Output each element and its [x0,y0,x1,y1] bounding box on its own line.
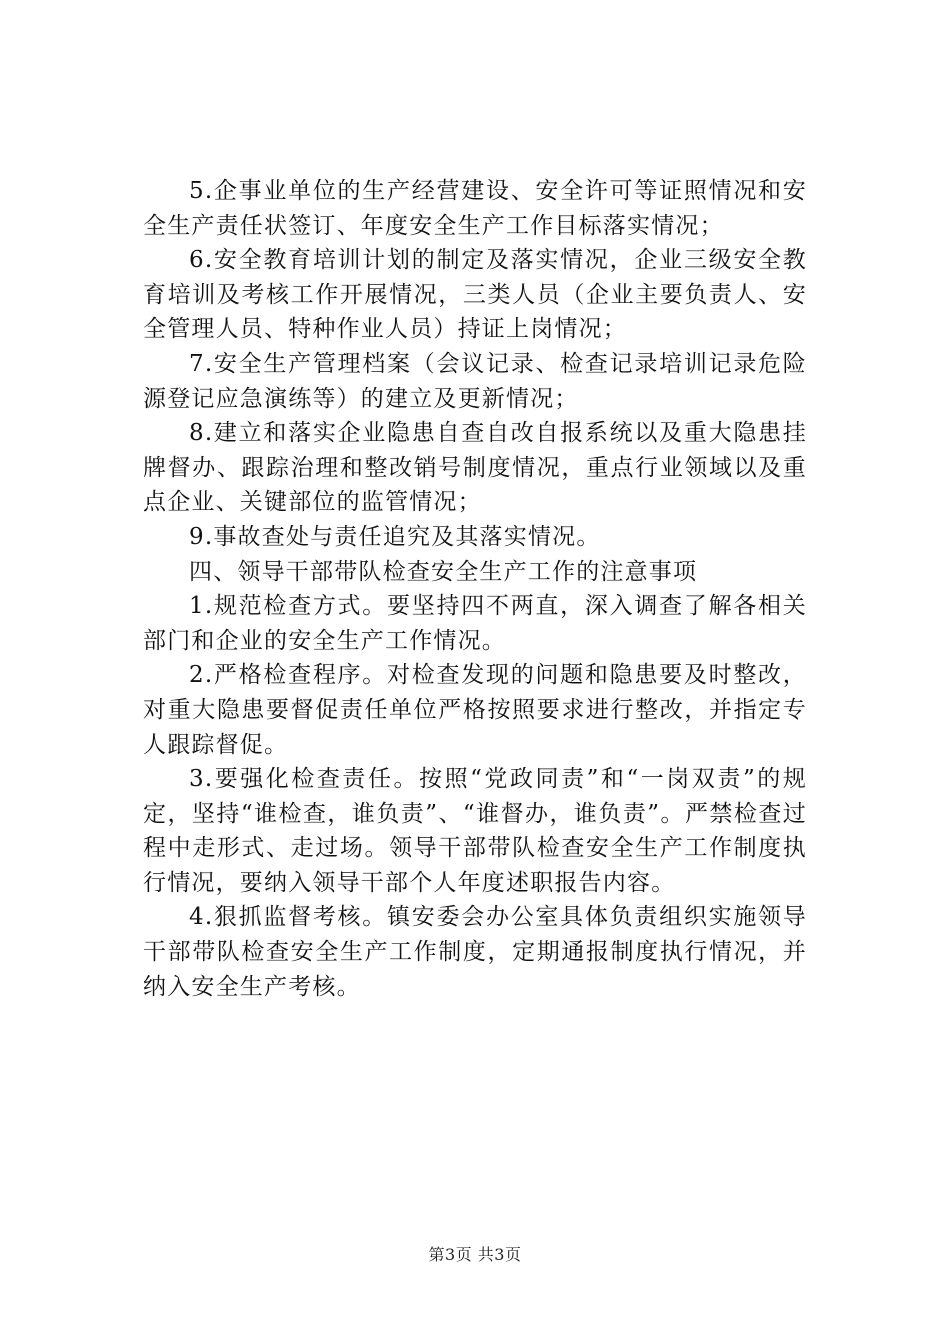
paragraph-item-6: 6.安全教育培训计划的制定及落实情况，企业三级安全教育培训及考核工作开展情况，三类人员（企业主要负责人、安全管理人员、特种作业人员）持证上岗情况； [143,247,807,343]
page-number-footer: 第3页 共3页 [428,1245,522,1264]
document-body [143,174,807,1004]
paragraph-note-3: 3.要强化检查责任。按照“党政同责”和“一岗双责”的规定，坚持“谁检查，谁负责”、“谁督办，谁负责”。严禁检查过程中走形式、走过场。领导干部带队检查安全生产工作制度执行情况，要纳入领导干部个人年度述职报告内容。 [143,766,807,896]
paragraph-item-7: 7.安全生产管理档案（会议记录、检查记录培训记录危险源登记应急演练等）的建立及更新情况； [143,350,807,412]
paragraph-item-9: 9.事故查处与责任追究及其落实情况。 [189,523,601,550]
paragraph-item-8: 8.建立和落实企业隐患自查自改自报系统以及重大隐患挂牌督办、跟踪治理和整改销号制度情况，重点行业领域以及重点企业、关键部位的监管情况； [143,420,807,516]
paragraph-note-1: 1.规范检查方式。要坚持四不两直，深入调查了解各相关部门和企业的安全生产工作情况。 [143,593,807,654]
paragraph-item-5: 5.企事业单位的生产经营建设、安全许可等证照情况和安全生产责任状签订、年度安全生产工作目标落实情况； [143,178,807,239]
paragraph-note-4: 4.狠抓监督考核。镇安委会办公室具体负责组织实施领导干部带队检查安全生产工作制度，定期通报制度执行情况，并纳入安全生产考核。 [143,904,807,1000]
section-heading-4: 四、领导干部带队检查安全生产工作的注意事项 [189,558,698,585]
paragraph-note-2: 2.严格检查程序。对检查发现的问题和隐患要及时整改，对重大隐患要督促责任单位严格按照要求进行整改，并指定专人跟踪督促。 [143,662,807,758]
